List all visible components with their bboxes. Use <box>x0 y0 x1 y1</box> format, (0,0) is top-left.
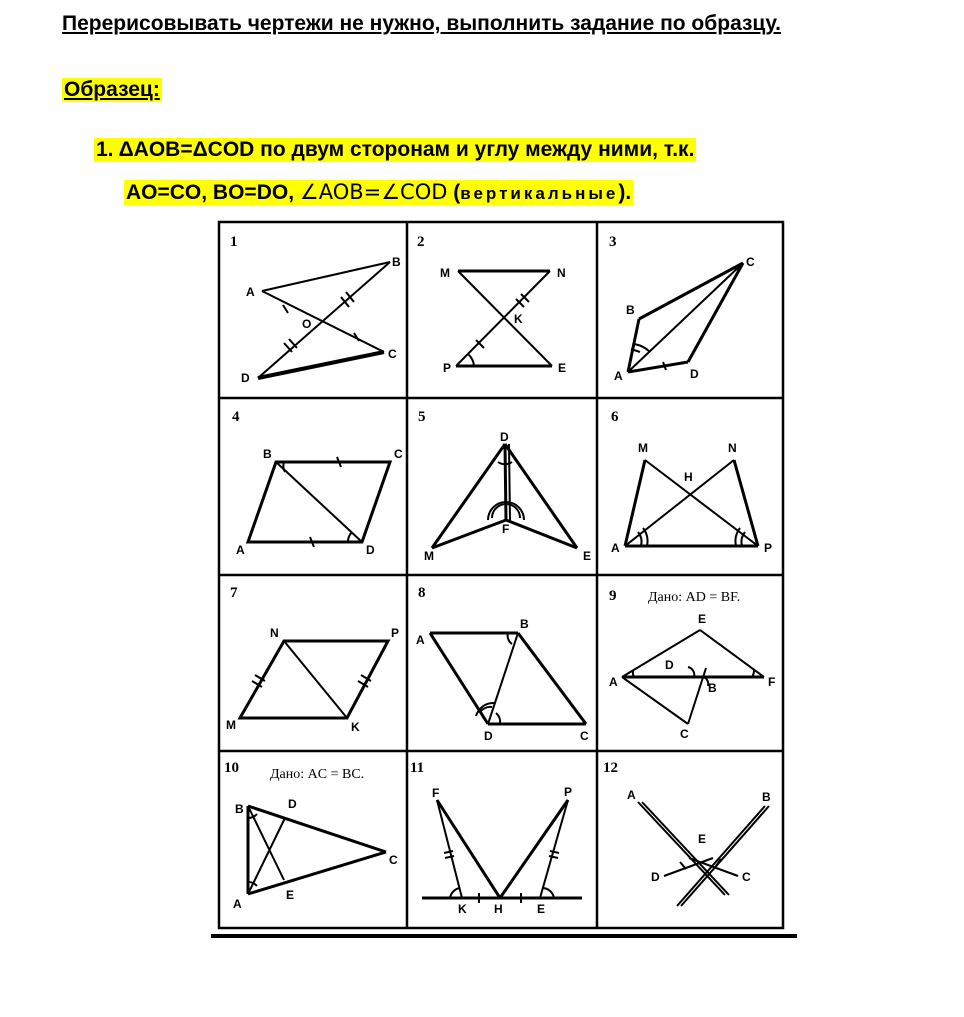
figure-7 <box>226 585 399 734</box>
page-instruction: Перерисовывать чертежи не нужно, выполнить задание по образцу. <box>62 12 782 35</box>
point-label: B <box>520 617 529 631</box>
point-label: A <box>611 541 620 555</box>
point-label: M <box>440 266 450 280</box>
point-label: A <box>246 285 255 299</box>
point-label: H <box>494 902 503 916</box>
point-label: A <box>614 369 623 383</box>
angle-equality: ∠AOB=∠COD <box>299 180 448 204</box>
figure-number: 1 <box>230 234 238 250</box>
point-label: H <box>684 470 693 484</box>
point-label: A <box>233 897 242 911</box>
point-label: C <box>389 853 398 867</box>
point-label: O <box>302 317 312 331</box>
point-label: E <box>698 832 707 846</box>
figure-number: 7 <box>230 585 238 601</box>
vertical-word: вертикальные <box>460 184 619 203</box>
point-label: N <box>557 266 566 280</box>
point-label: E <box>698 612 707 626</box>
point-label: A <box>236 543 245 557</box>
figure-3 <box>609 234 755 383</box>
figure-number: 11 <box>410 760 425 776</box>
point-label: A <box>416 633 425 647</box>
point-label: P <box>443 361 452 375</box>
figure-6 <box>611 409 772 555</box>
point-label: D <box>484 729 493 743</box>
point-label: N <box>270 626 279 640</box>
figure-10 <box>224 760 398 911</box>
point-label: D <box>241 371 250 385</box>
figure-number: 8 <box>418 585 426 601</box>
example-line-2-part-c: ). <box>618 181 632 204</box>
point-label: N <box>728 441 737 455</box>
point-label: P <box>391 626 400 640</box>
point-label: P <box>564 785 573 799</box>
point-label: K <box>514 312 523 326</box>
point-label: E <box>558 361 567 375</box>
point-label: C <box>742 870 751 884</box>
figure-number: 12 <box>603 760 618 776</box>
point-label: C <box>388 347 397 361</box>
point-label: C <box>680 727 689 741</box>
figure-5 <box>418 409 591 563</box>
figure-number: 4 <box>232 409 240 425</box>
point-label: F <box>432 786 440 800</box>
figure-2 <box>417 234 566 375</box>
point-label: D <box>500 430 509 444</box>
sample-label: Образец: <box>64 78 160 101</box>
point-label: E <box>583 549 592 563</box>
point-label: F <box>502 522 510 536</box>
figure-9 <box>609 588 775 741</box>
point-label: C <box>746 255 755 269</box>
point-label: B <box>762 790 771 804</box>
figure-12 <box>603 760 771 906</box>
figure-4 <box>232 409 403 557</box>
point-label: C <box>394 447 403 461</box>
point-label: K <box>458 902 467 916</box>
point-label: D <box>690 367 699 381</box>
figure-number: 2 <box>417 234 425 250</box>
point-label: C <box>580 729 589 743</box>
figure-number: 3 <box>609 234 617 250</box>
figure-1 <box>230 234 401 385</box>
point-label: E <box>286 888 295 902</box>
figure-number: 5 <box>418 409 426 425</box>
figure-number: 9 <box>609 588 617 604</box>
point-label: A <box>609 675 618 689</box>
point-label: E <box>537 902 546 916</box>
given-condition: Дано: AC = BC. <box>270 767 365 782</box>
example-line-2-part-a: AO=CO, BO=DO, <box>126 181 300 204</box>
point-label: D <box>366 543 375 557</box>
point-label: F <box>768 675 776 689</box>
point-label: D <box>288 797 297 811</box>
point-label: M <box>226 718 236 732</box>
given-condition: Дано: AD = BF. <box>648 590 741 605</box>
point-label: B <box>708 681 717 695</box>
example-line-2-part-b: ( <box>447 181 461 204</box>
point-label: B <box>263 447 272 461</box>
point-label: M <box>638 441 648 455</box>
figure-8 <box>416 585 589 743</box>
point-label: K <box>351 720 360 734</box>
point-label: B <box>392 255 401 269</box>
point-label: D <box>651 870 660 884</box>
figure-number: 10 <box>224 760 239 776</box>
point-label: M <box>424 549 434 563</box>
point-label: D <box>665 658 674 672</box>
figure-number: 6 <box>611 409 619 425</box>
example-line-1: 1. ΔAOB=ΔCOD по двум сторонам и углу между ними, т.к. <box>96 138 695 161</box>
figure-11 <box>410 760 582 916</box>
point-label: B <box>626 303 635 317</box>
point-label: A <box>627 788 636 802</box>
point-label: P <box>764 541 773 555</box>
point-label: B <box>235 802 244 816</box>
